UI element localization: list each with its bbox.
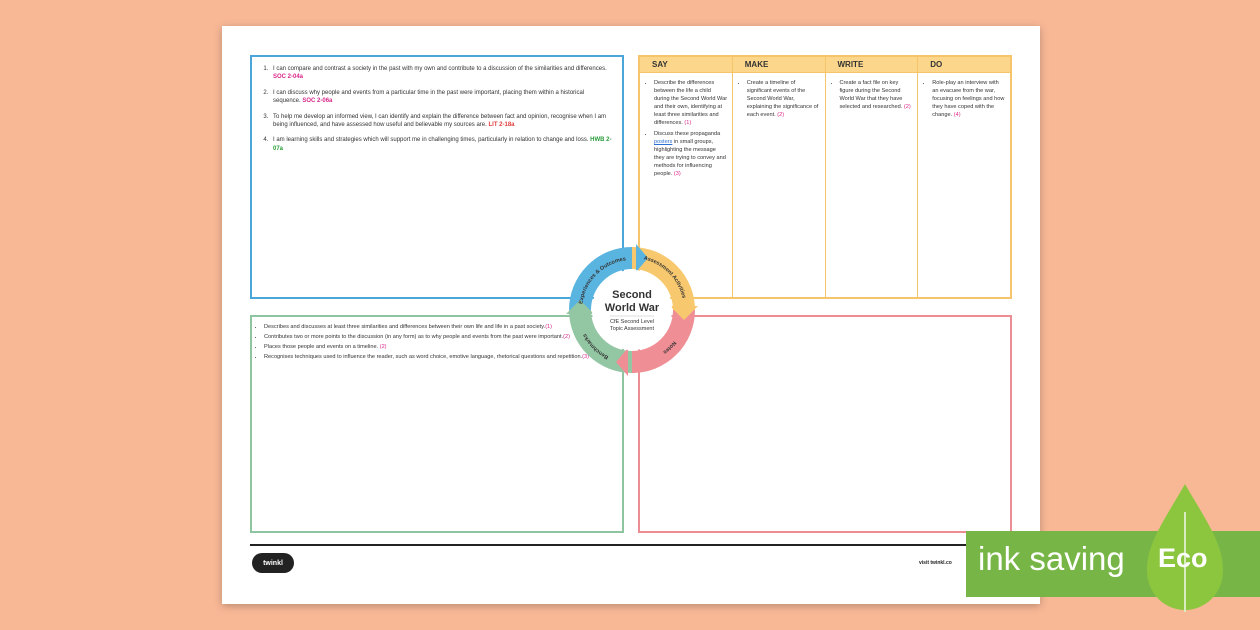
outcome-item: 1. I can compare and contrast a society in the past with my own and contribute to a discussion of the similarities and differences. SOC 2-04a xyxy=(270,65,612,82)
visit-url: visit twinkl.co xyxy=(919,560,952,566)
make-item: • Create a timeline of significant events of the Second World War, explaining the significance of each event. (2) xyxy=(747,79,821,119)
cycle-subtitle-line2: Topic Assessment xyxy=(609,326,655,332)
criteria-item: • Describes and discusses at least three similarities and differences between their own life and life in a past society.(1) xyxy=(264,323,612,331)
outcome-item: 4. I am learning skills and strategies which will support me in challenging times, particularly in relation to change and loss. HWB 2-07a xyxy=(270,136,612,153)
criteria-item: • Places those people and events on a timeline. (2) xyxy=(264,343,612,351)
worksheet-page xyxy=(222,26,1040,604)
outcome-item: 2. I can discuss why people and events from a particular time in the past were important, placing them within a historical sequence. SOC 2-06a xyxy=(270,89,612,106)
say-item: • Describe the differences between the life a child during the Second World War and their own, identifying at least three similarities and differences. (1) xyxy=(654,79,728,127)
do-column xyxy=(918,57,1010,297)
cycle-title-line2: World War xyxy=(604,302,660,314)
cycle-label-benchmarks: Benchmarks xyxy=(582,332,610,360)
outcome-item: 3. To help me develop an informed view, I can identify and explain the difference between fact and opinion, recognise when I am being influenced, and have assessed how useful and believable my sources are. LIT 2-18a xyxy=(270,113,612,130)
outcome-code: SOC 2-04a xyxy=(273,74,304,81)
twinkl-logo: twinkl xyxy=(252,553,294,573)
outcome-code: LIT 2-18a xyxy=(488,122,515,129)
cycle-label-activities: Assessment Activities xyxy=(642,255,687,300)
write-column xyxy=(826,57,919,297)
say-heading: SAY xyxy=(640,57,732,73)
cycle-label-notes: Notes xyxy=(661,339,677,355)
do-heading: DO xyxy=(918,57,1010,73)
cycle-title-line1: Second xyxy=(612,289,652,301)
say-item: • Discuss these propaganda posters in small groups, highlighting the message they are trying to convey and methods for influencing people. (3) xyxy=(654,130,728,178)
eco-badge: Eco xyxy=(1158,543,1208,573)
assessment-cycle-diagram xyxy=(552,230,712,390)
make-heading: MAKE xyxy=(733,57,825,73)
outcomes-list xyxy=(270,65,612,153)
write-heading: WRITE xyxy=(826,57,918,73)
outcome-code: SOC 2-06a xyxy=(302,98,333,105)
cycle-subtitle-line1: CfE Second Level xyxy=(609,319,655,325)
do-item: • Role-play an interview with an evacuee from the war, focusing on feelings and how they have coped with the change. (4) xyxy=(932,79,1006,119)
footer-divider xyxy=(250,544,1012,546)
make-column xyxy=(733,57,826,297)
criteria-item: • Contributes two or more points to the discussion (in any form) as to why people and events from the past were important.(2) xyxy=(264,333,612,341)
write-item: • Create a fact file on key figure during the Second World War that they have selected and researched. (2) xyxy=(840,79,914,111)
cycle-label-experiences: Experiences & Outcomes xyxy=(578,256,627,305)
outcome-code: HWB 2-07a xyxy=(273,137,612,152)
criteria-item: • Recognises techniques used to influence the reader, such as word choice, emotive language, rhetorical questions and repetition.(3) xyxy=(264,353,612,361)
ink-saving-label: ink saving xyxy=(978,540,1125,577)
posters-link[interactable]: posters xyxy=(654,139,673,145)
